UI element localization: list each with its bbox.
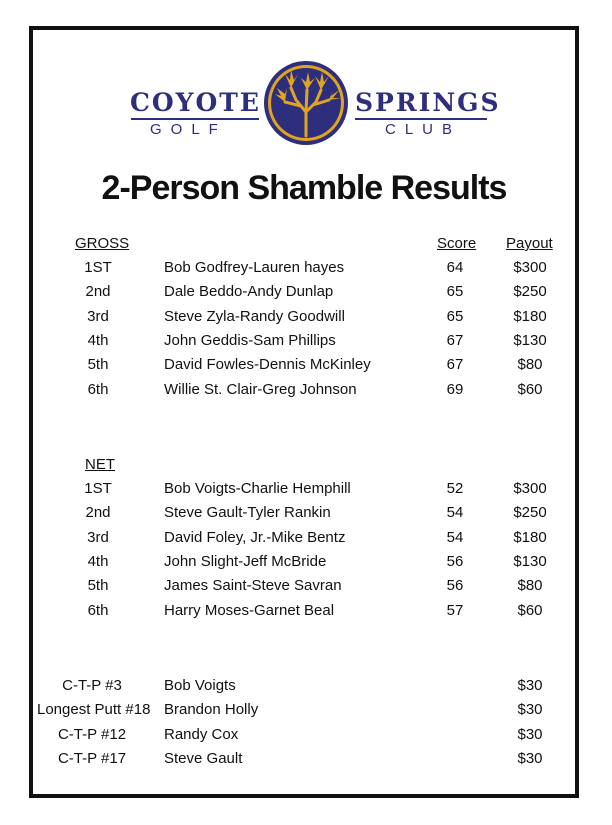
place-cell: 3rd xyxy=(87,308,109,325)
award-label: C-T-P #3 xyxy=(62,677,122,694)
payout-cell: $80 xyxy=(517,356,543,373)
award-winner: Steve Gault xyxy=(164,750,243,767)
award-winner: Brandon Holly xyxy=(164,701,259,718)
place-cell: 6th xyxy=(87,602,109,619)
payout-cell: $250 xyxy=(513,283,547,300)
joshua-tree-seal-icon xyxy=(263,60,349,146)
place-cell: 6th xyxy=(87,381,109,398)
results-sheet xyxy=(29,26,579,798)
team-cell: Bob Voigts-Charlie Hemphill xyxy=(164,480,351,497)
team-cell: James Saint-Steve Savran xyxy=(164,577,342,594)
payout-cell: $180 xyxy=(513,529,547,546)
score-cell: 57 xyxy=(446,602,464,619)
payout-cell: $180 xyxy=(513,308,547,325)
place-cell: 1ST xyxy=(84,259,112,276)
place-cell: 4th xyxy=(87,332,109,349)
award-payout: $30 xyxy=(517,726,543,743)
team-cell: David Fowles-Dennis McKinley xyxy=(164,356,371,373)
payout-cell: $300 xyxy=(513,259,547,276)
payout-cell: $60 xyxy=(517,602,543,619)
team-cell: Dale Beddo-Andy Dunlap xyxy=(164,283,334,300)
score-cell: 67 xyxy=(446,356,464,373)
place-cell: 5th xyxy=(87,577,109,594)
score-cell: 54 xyxy=(446,529,464,546)
team-cell: Bob Godfrey-Lauren hayes xyxy=(164,259,345,276)
gross-header: GROSS xyxy=(75,235,130,252)
logo-sub-left: GOLF xyxy=(150,121,227,138)
score-header: Score xyxy=(437,235,477,252)
team-cell: Steve Gault-Tyler Rankin xyxy=(164,504,331,521)
score-cell: 54 xyxy=(446,504,464,521)
award-payout: $30 xyxy=(517,701,543,718)
logo-word-left: COYOTE xyxy=(130,88,261,117)
payout-cell: $250 xyxy=(513,504,547,521)
team-cell: John Geddis-Sam Phillips xyxy=(164,332,336,349)
logo-rule-right xyxy=(355,118,487,120)
payout-cell: $300 xyxy=(513,480,547,497)
logo-rule-left xyxy=(131,118,259,120)
place-cell: 2nd xyxy=(85,504,111,521)
award-label: C-T-P #17 xyxy=(57,750,127,767)
team-cell: John Slight-Jeff McBride xyxy=(164,553,327,570)
score-cell: 67 xyxy=(446,332,464,349)
team-cell: Steve Zyla-Randy Goodwill xyxy=(164,308,345,325)
payout-header: Payout xyxy=(506,235,553,252)
award-payout: $30 xyxy=(517,750,543,767)
payout-cell: $130 xyxy=(513,332,547,349)
award-winner: Randy Cox xyxy=(164,726,239,743)
place-cell: 1ST xyxy=(84,480,112,497)
award-label: Longest Putt #18 xyxy=(37,701,151,718)
team-cell: Willie St. Clair-Greg Johnson xyxy=(164,381,357,398)
place-cell: 4th xyxy=(87,553,109,570)
score-cell: 52 xyxy=(446,480,464,497)
page-title: 2-Person Shamble Results xyxy=(101,169,507,207)
place-cell: 2nd xyxy=(85,283,111,300)
team-cell: Harry Moses-Garnet Beal xyxy=(164,602,335,619)
award-winner: Bob Voigts xyxy=(164,677,236,694)
score-cell: 69 xyxy=(446,381,464,398)
award-payout: $30 xyxy=(517,677,543,694)
score-cell: 56 xyxy=(446,577,464,594)
logo-word-right: SPRINGS xyxy=(355,88,501,117)
payout-cell: $80 xyxy=(517,577,543,594)
logo-sub-right: CLUB xyxy=(385,121,462,138)
net-header: NET xyxy=(85,456,115,473)
payout-cell: $130 xyxy=(513,553,547,570)
payout-cell: $60 xyxy=(517,381,543,398)
team-cell: David Foley, Jr.-Mike Bentz xyxy=(164,529,346,546)
place-cell: 5th xyxy=(87,356,109,373)
club-logo xyxy=(33,30,575,170)
award-label: C-T-P #12 xyxy=(57,726,127,743)
place-cell: 3rd xyxy=(87,529,109,546)
score-cell: 64 xyxy=(446,259,464,276)
score-cell: 65 xyxy=(446,308,464,325)
score-cell: 65 xyxy=(446,283,464,300)
score-cell: 56 xyxy=(446,553,464,570)
